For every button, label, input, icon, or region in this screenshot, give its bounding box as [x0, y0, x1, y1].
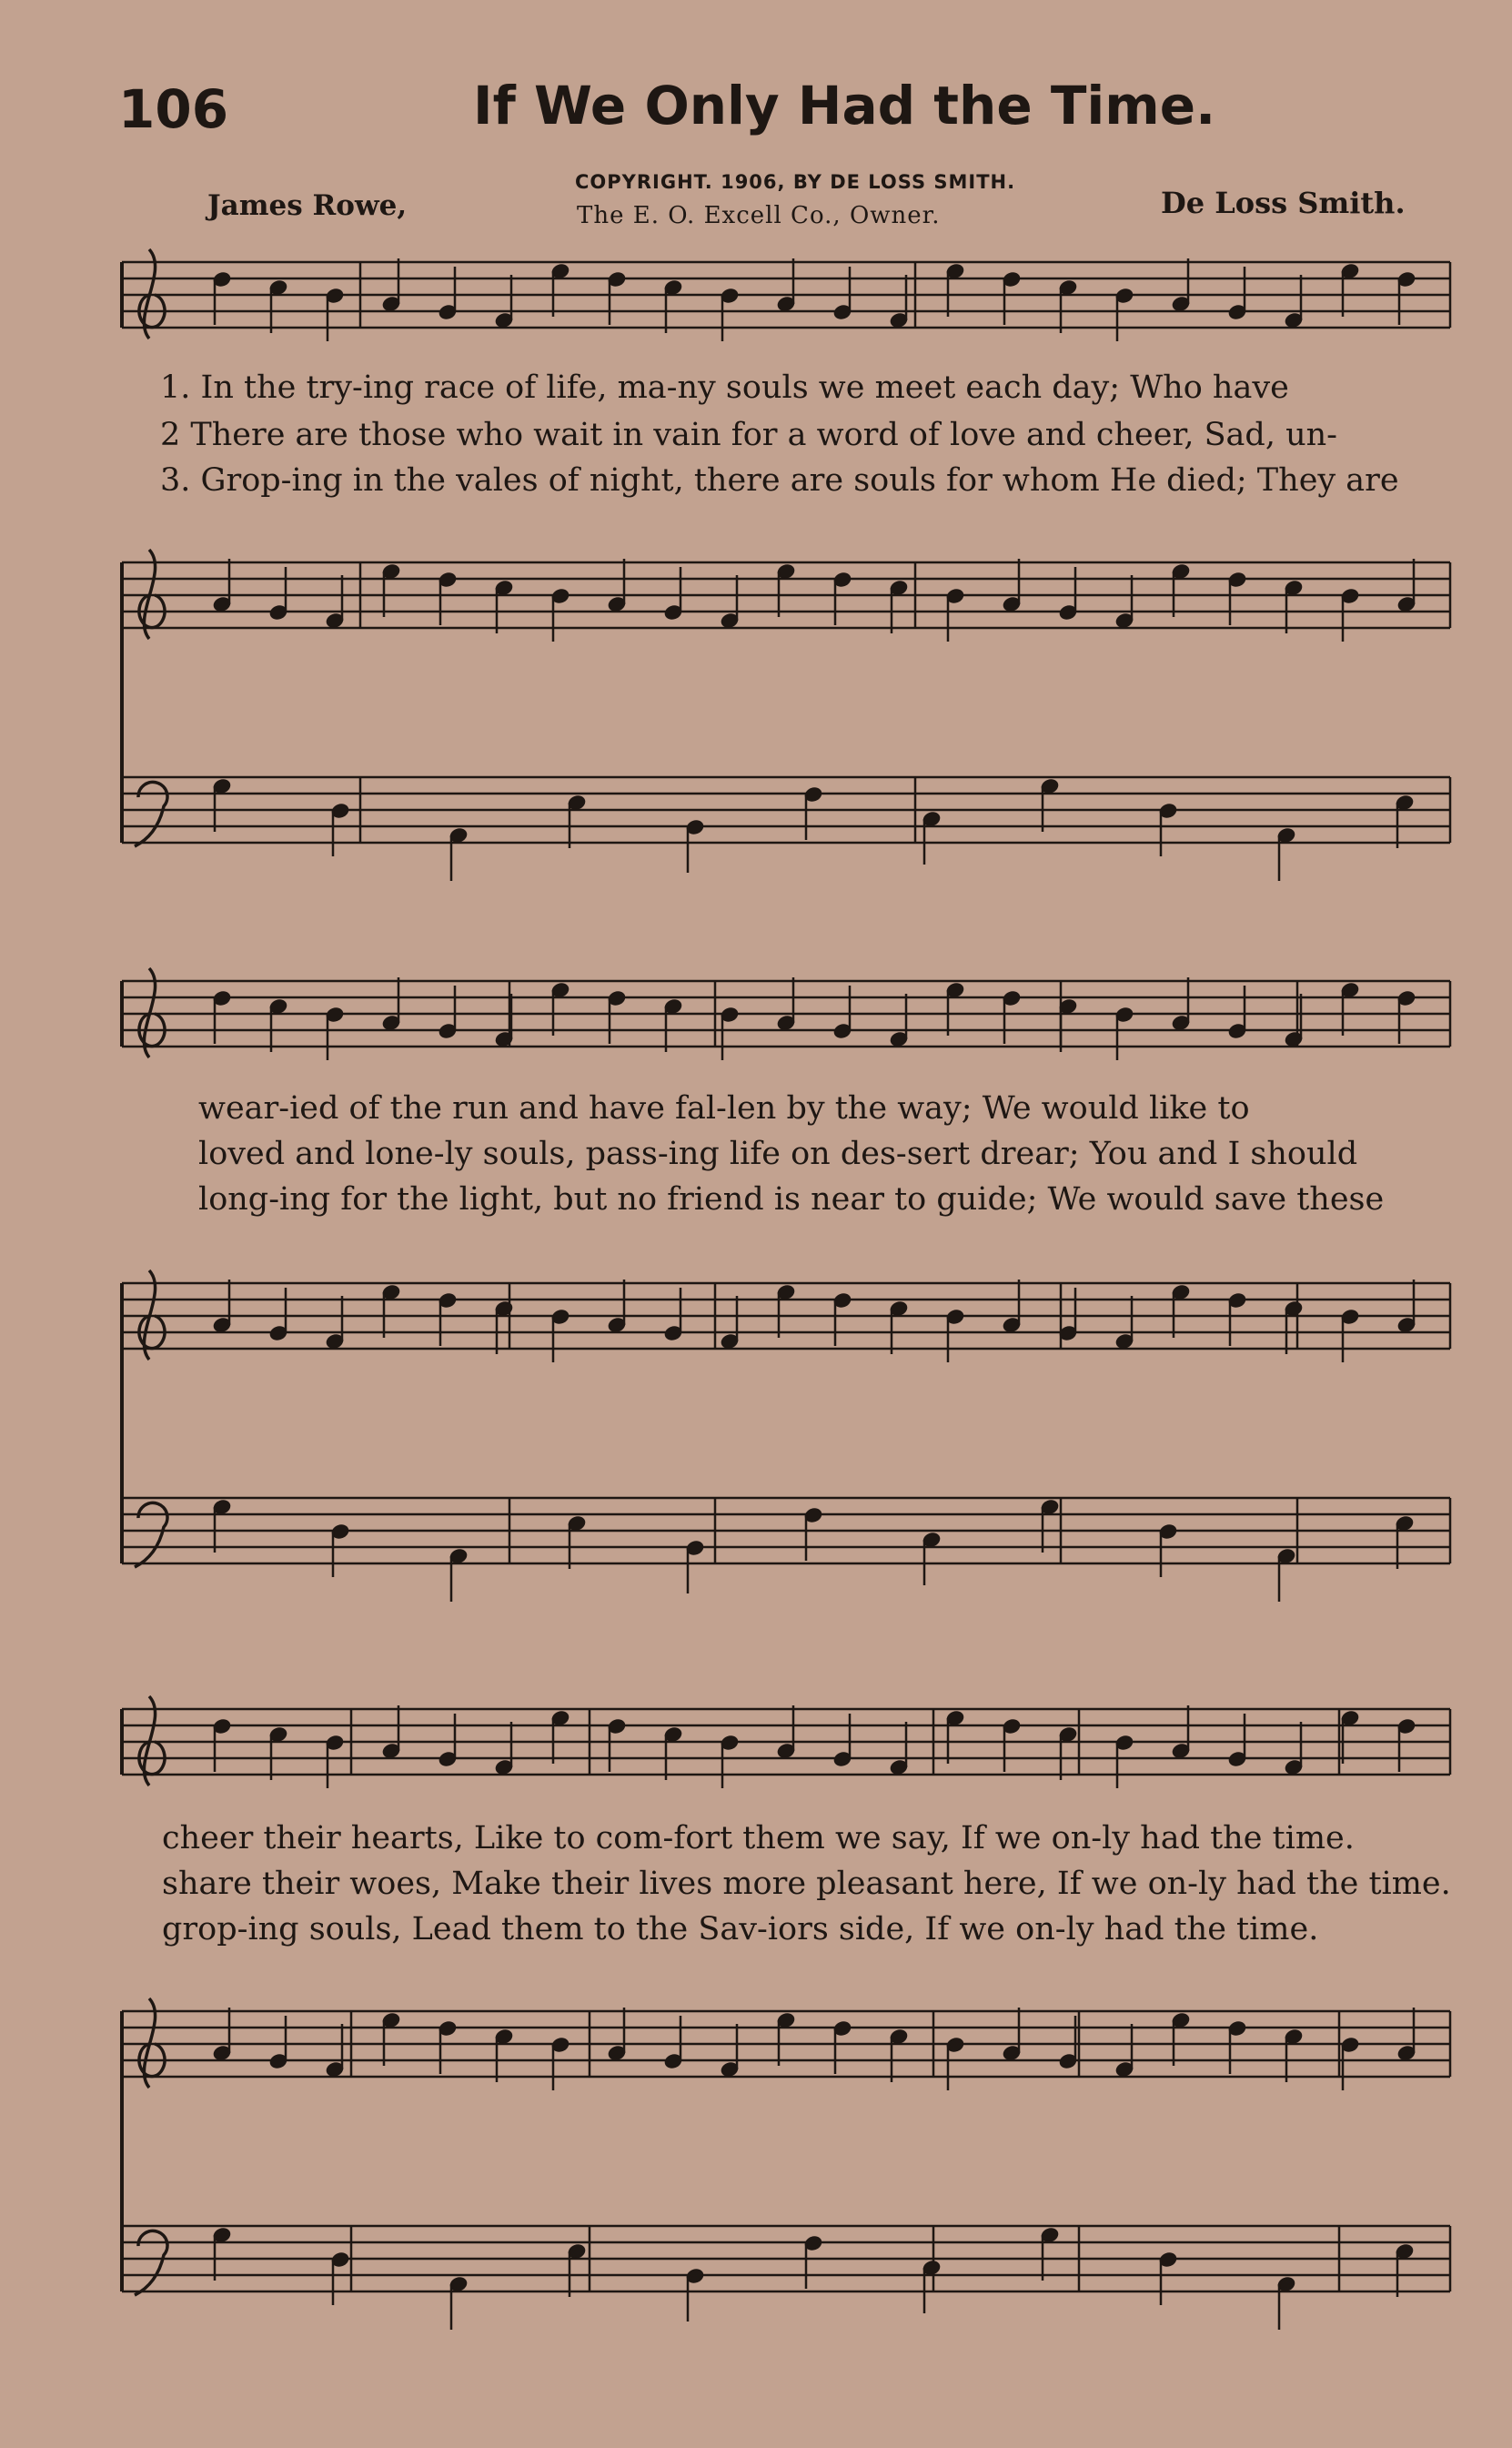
lyric-verse-2-line-2: loved and lone-ly souls, pass-ing life on des-sert drear; You and I should [198, 1136, 1358, 1172]
copyright-notice: COPYRIGHT. 1906, BY DE LOSS SMITH. [575, 171, 1016, 193]
lyric-verse-3-line-1: 3. Grop-ing in the vales of night, there are souls for whom He died; They are [160, 462, 1399, 499]
author-credit: James Rowe, [207, 189, 408, 222]
lyric-verse-1-line-3: cheer their hearts, Like to com-fort them we say, If we on-ly had the time. [162, 1820, 1355, 1856]
hymn-number: 106 [118, 78, 229, 140]
copyright-owner: The E. O. Excell Co., Owner. [577, 202, 941, 229]
lyric-verse-3-line-3: grop-ing souls, Lead them to the Sav-iors side, If we on-ly had the time. [162, 1911, 1319, 1947]
lyric-verse-2-line-3: share their woes, Make their lives more pleasant here, If we on-ly had the time. [162, 1866, 1451, 1902]
lyric-verse-1-line-2: wear-ied of the run and have fal-len by the way; We would like to [198, 1090, 1250, 1127]
lyric-verse-2-line-1: 2 There are those who wait in vain for a word of love and cheer, Sad, un- [160, 417, 1337, 453]
hymn-title: If We Only Had the Time. [473, 75, 1216, 137]
lyric-verse-3-line-2: long-ing for the light, but no friend is near to guide; We would save these [198, 1181, 1385, 1218]
composer-credit: De Loss Smith. [1161, 186, 1406, 220]
lyric-verse-1-line-1: 1. In the try-ing race of life, ma-ny souls we meet each day; Who have [160, 369, 1289, 406]
